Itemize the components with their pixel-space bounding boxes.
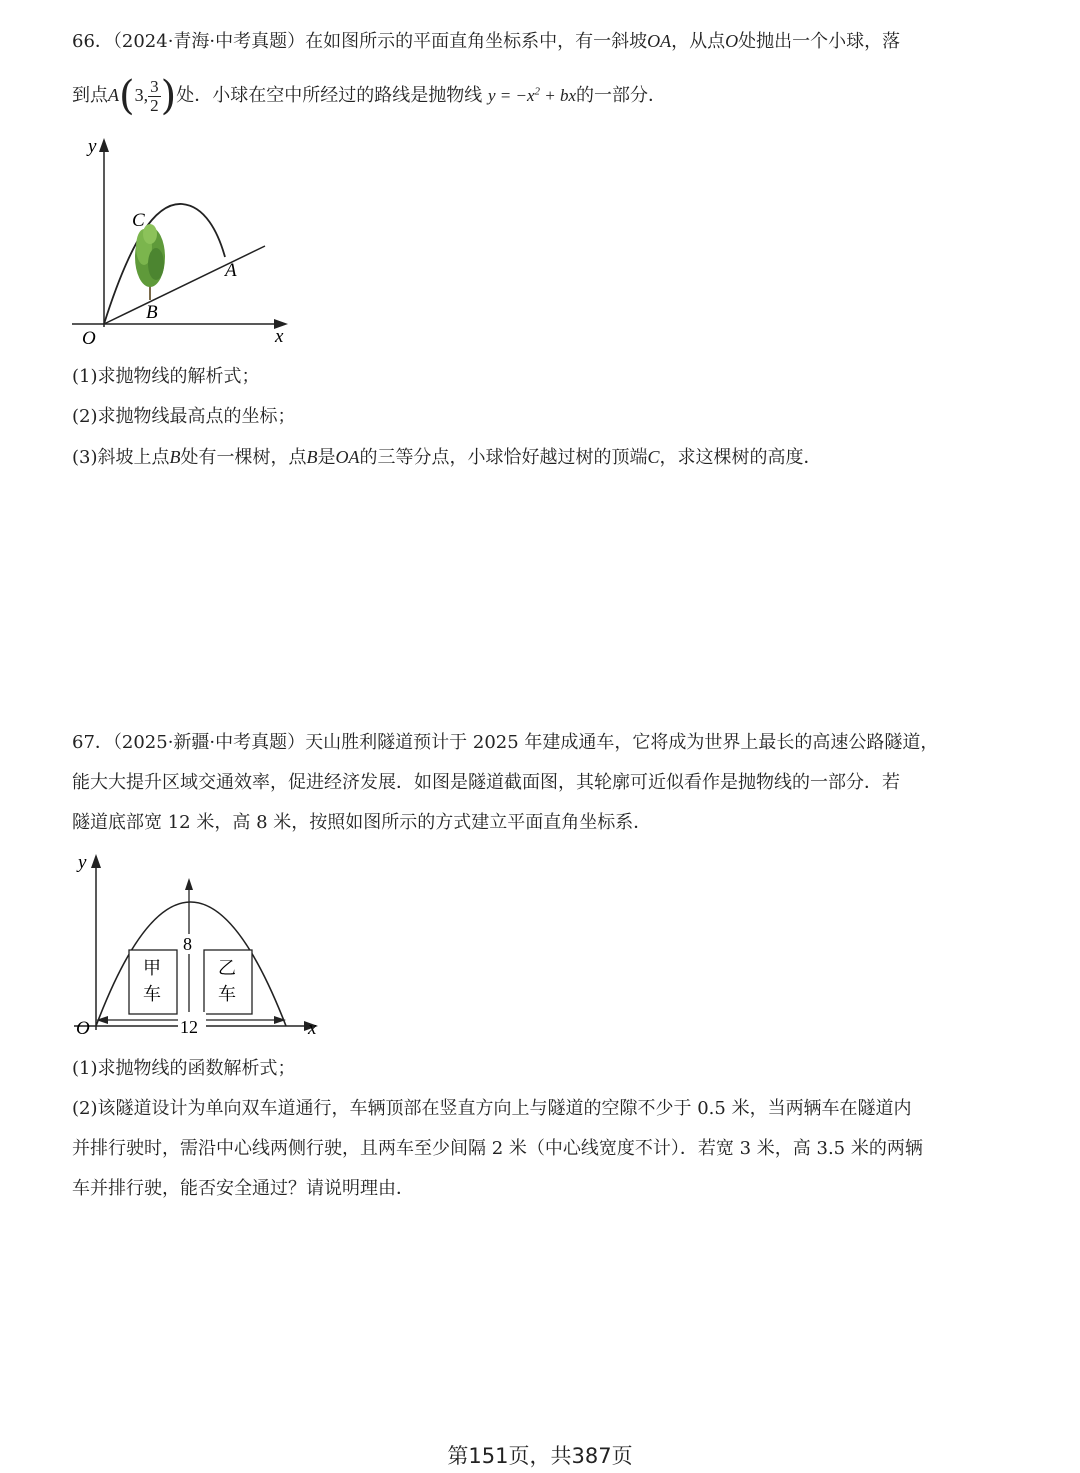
p66-q1: (1)求抛物线的解析式； bbox=[72, 366, 260, 387]
label-O: O bbox=[82, 328, 96, 349]
label-O: O bbox=[76, 1018, 90, 1039]
p66-line1: 66．（2024·青海·中考真题）在如图所示的平面直角坐标系中，有一斜坡OA，从点O处抛出一个小球，落 bbox=[72, 31, 901, 52]
label-y: y bbox=[88, 136, 97, 157]
p67-q2-line2: 并排行驶时，需沿中心线两侧行驶，且两车至少间隔 2 米（中心线宽度不计）．若宽 3 米，高 3.5 米的两辆 bbox=[72, 1138, 923, 1159]
label-x: x bbox=[275, 326, 284, 347]
label-x: x bbox=[308, 1018, 317, 1039]
p66-figure bbox=[60, 132, 300, 352]
car-yi-label-2: 车 bbox=[218, 984, 236, 1005]
p67-line2: 能大大提升区域交通效率，促进经济发展．如图是隧道截面图，其轮廓可近似看作是抛物线的一部分．若 bbox=[72, 772, 900, 793]
p67-q1: (1)求抛物线的函数解析式； bbox=[72, 1058, 296, 1079]
car-jia-label-1: 甲 bbox=[143, 958, 161, 979]
p66-q2: (2)求抛物线最高点的坐标； bbox=[72, 406, 296, 427]
label-y: y bbox=[78, 852, 87, 873]
car-yi-label-1: 乙 bbox=[218, 958, 236, 979]
label-A: A bbox=[225, 260, 237, 281]
car-jia-label-2: 车 bbox=[143, 984, 161, 1005]
p66-q3: (3)斜坡上点B处有一棵树，点B是OA的三等分点，小球恰好越过树的顶端C，求这棵树的高度． bbox=[72, 447, 822, 468]
width-label: 12 bbox=[180, 1017, 198, 1037]
p67-line1: 67．（2025·新疆·中考真题）天山胜利隧道预计于 2025 年建成通车，它将成为世界上最长的高速公路隧道， bbox=[72, 732, 939, 753]
label-C: C bbox=[132, 210, 145, 231]
tree-icon bbox=[135, 224, 165, 300]
p67-q2-line1: (2)该隧道设计为单向双车道通行，车辆顶部在竖直方向上与隧道的空隙不少于 0.5 米，当两辆车在隧道内 bbox=[72, 1098, 912, 1119]
label-B: B bbox=[146, 302, 158, 323]
page-footer: 第151页，共387页 bbox=[447, 1444, 633, 1468]
p66-line2: 到点A(3, $\frac{3}{2}$ )处．小球在空中所经过的路线是抛物线 $y = -x^2$ + bx的一部分． bbox=[72, 73, 667, 119]
p67-line3: 隧道底部宽 12 米，高 8 米，按照如图所示的方式建立平面直角坐标系． bbox=[72, 812, 652, 833]
p67-q2-line3: 车并排行驶，能否安全通过？请说明理由． bbox=[72, 1178, 414, 1199]
p67-figure bbox=[60, 848, 330, 1040]
height-label: 8 bbox=[183, 934, 192, 954]
